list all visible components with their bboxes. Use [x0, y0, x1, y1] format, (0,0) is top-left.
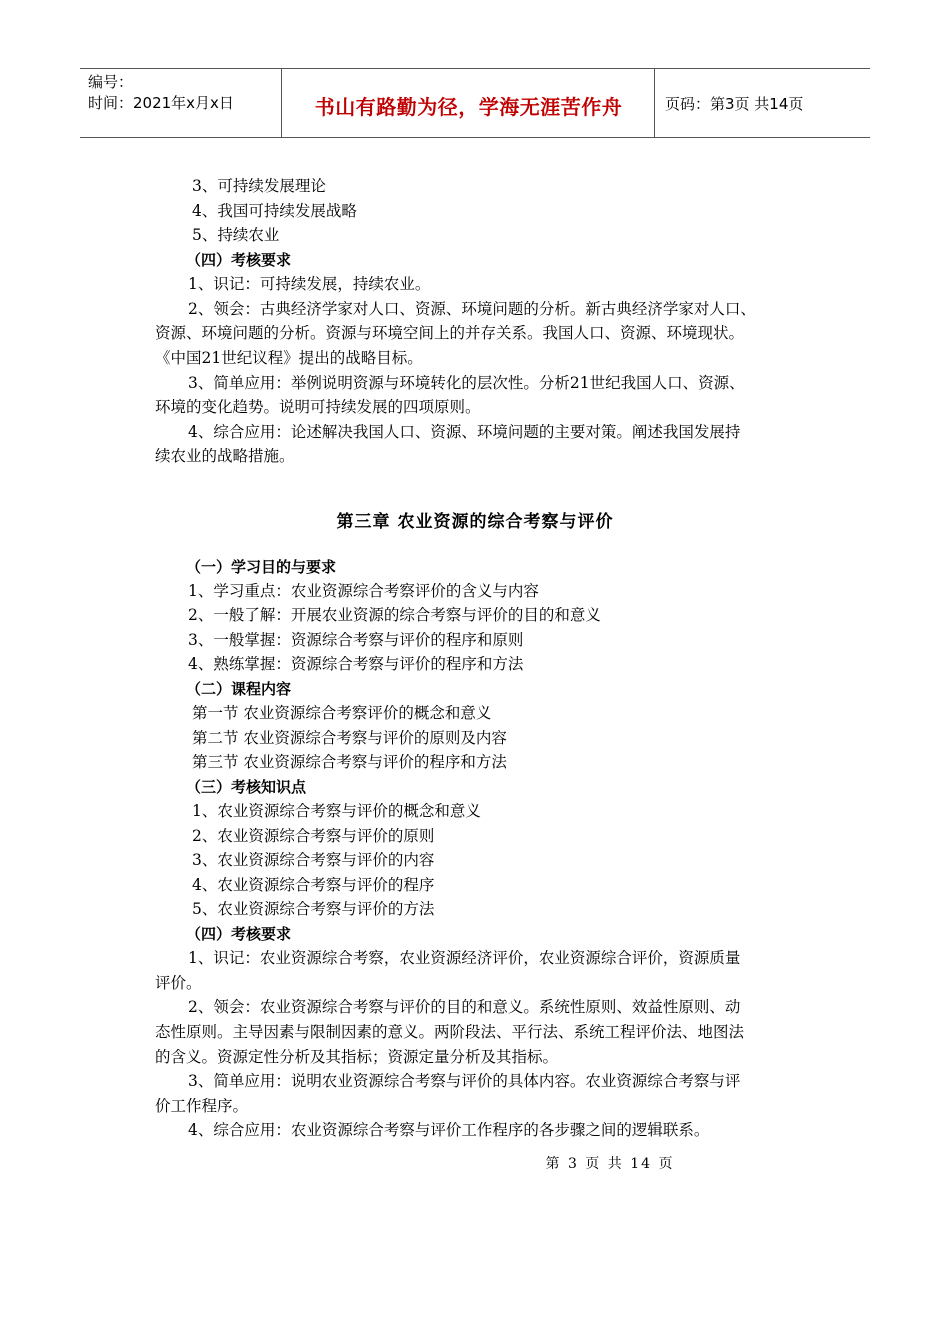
header-motto: 书山有路勤为径，学海无涯苦作舟	[314, 95, 623, 119]
header-meta	[80, 69, 282, 137]
section-heading: （四）考核要求	[186, 925, 292, 943]
page-footer: 第 3 页 共 14 页	[545, 1156, 675, 1172]
section-heading: （三）考核知识点	[186, 778, 307, 796]
list-item: 1、农业资源综合考察与评价的概念和意义	[192, 802, 481, 820]
paragraph-line: 评价。	[155, 974, 202, 992]
paragraph-line: 1、识记：可持续发展，持续农业。	[188, 275, 431, 293]
paragraph-line: 4、综合应用：农业资源综合考察与评价工作程序的各步骤之间的逻辑联系。	[188, 1121, 710, 1139]
paragraph-line: 1、识记：农业资源综合考察，农业资源经济评价，农业资源综合评价，资源质量	[188, 949, 741, 967]
list-item: 第一节 农业资源综合考察评价的概念和意义	[192, 704, 492, 722]
paragraph-line: 4、综合应用：论述解决我国人口、资源、环境问题的主要对策。阐述我国发展持	[188, 423, 741, 441]
paragraph-line: 3、简单应用：说明农业资源综合考察与评价的具体内容。农业资源综合考察与评	[188, 1072, 741, 1090]
list-item: 2、农业资源综合考察与评价的原则	[192, 827, 435, 845]
list-item: 5、农业资源综合考察与评价的方法	[192, 900, 435, 918]
document-number-label: 编号：	[88, 73, 134, 91]
list-item: 第二节 农业资源综合考察与评价的原则及内容	[192, 729, 507, 747]
list-item: 4、农业资源综合考察与评价的程序	[192, 876, 435, 894]
section-heading: （二）课程内容	[186, 680, 292, 698]
section-heading: （四）考核要求	[186, 251, 292, 269]
paragraph-line: 《中国21世纪议程》提出的战略目标。	[155, 349, 423, 367]
chapter-title: 第三章 农业资源的综合考察与评价	[336, 512, 614, 532]
page-header	[80, 68, 870, 138]
list-item: 第三节 农业资源综合考察与评价的程序和方法	[192, 753, 507, 771]
list-item: 2、一般了解：开展农业资源的综合考察与评价的目的和意义	[188, 606, 601, 624]
header-motto-cell	[283, 69, 655, 137]
paragraph-line: 续农业的战略措施。	[155, 447, 295, 465]
list-item: 3、可持续发展理论	[192, 177, 326, 195]
list-item: 5、持续农业	[192, 226, 280, 244]
paragraph-line: 的含义。资源定性分析及其指标；资源定量分析及其指标。	[155, 1048, 559, 1066]
paragraph-line: 价工作程序。	[155, 1097, 249, 1115]
list-item: 4、我国可持续发展战略	[192, 202, 357, 220]
paragraph-line: 环境的变化趋势。说明可持续发展的四项原则。	[155, 398, 481, 416]
list-item: 3、一般掌握：资源综合考察与评价的程序和原则	[188, 631, 524, 649]
list-item: 4、熟练掌握：资源综合考察与评价的程序和方法	[188, 655, 524, 673]
list-item: 3、农业资源综合考察与评价的内容	[192, 851, 435, 869]
list-item: 1、学习重点：农业资源综合考察评价的含义与内容	[188, 582, 539, 600]
document-time-label: 时间：2021年x月x日	[88, 94, 234, 112]
paragraph-line: 态性原则。主导因素与限制因素的意义。两阶段法、平行法、系统工程评价法、地图法	[155, 1023, 745, 1041]
section-heading: （一）学习目的与要求	[186, 558, 337, 576]
paragraph-line: 2、领会：农业资源综合考察与评价的目的和意义。系统性原则、效益性原则、动	[188, 998, 741, 1016]
paragraph-line: 2、领会：古典经济学家对人口、资源、环境问题的分析。新古典经济学家对人口、	[188, 300, 756, 318]
paragraph-line: 资源、环境问题的分析。资源与环境空间上的并存关系。我国人口、资源、环境现状。	[155, 324, 745, 342]
paragraph-line: 3、简单应用：举例说明资源与环境转化的层次性。分析21世纪我国人口、资源、	[188, 374, 745, 392]
header-page-number: 页码：第3页 共14页	[665, 95, 804, 113]
